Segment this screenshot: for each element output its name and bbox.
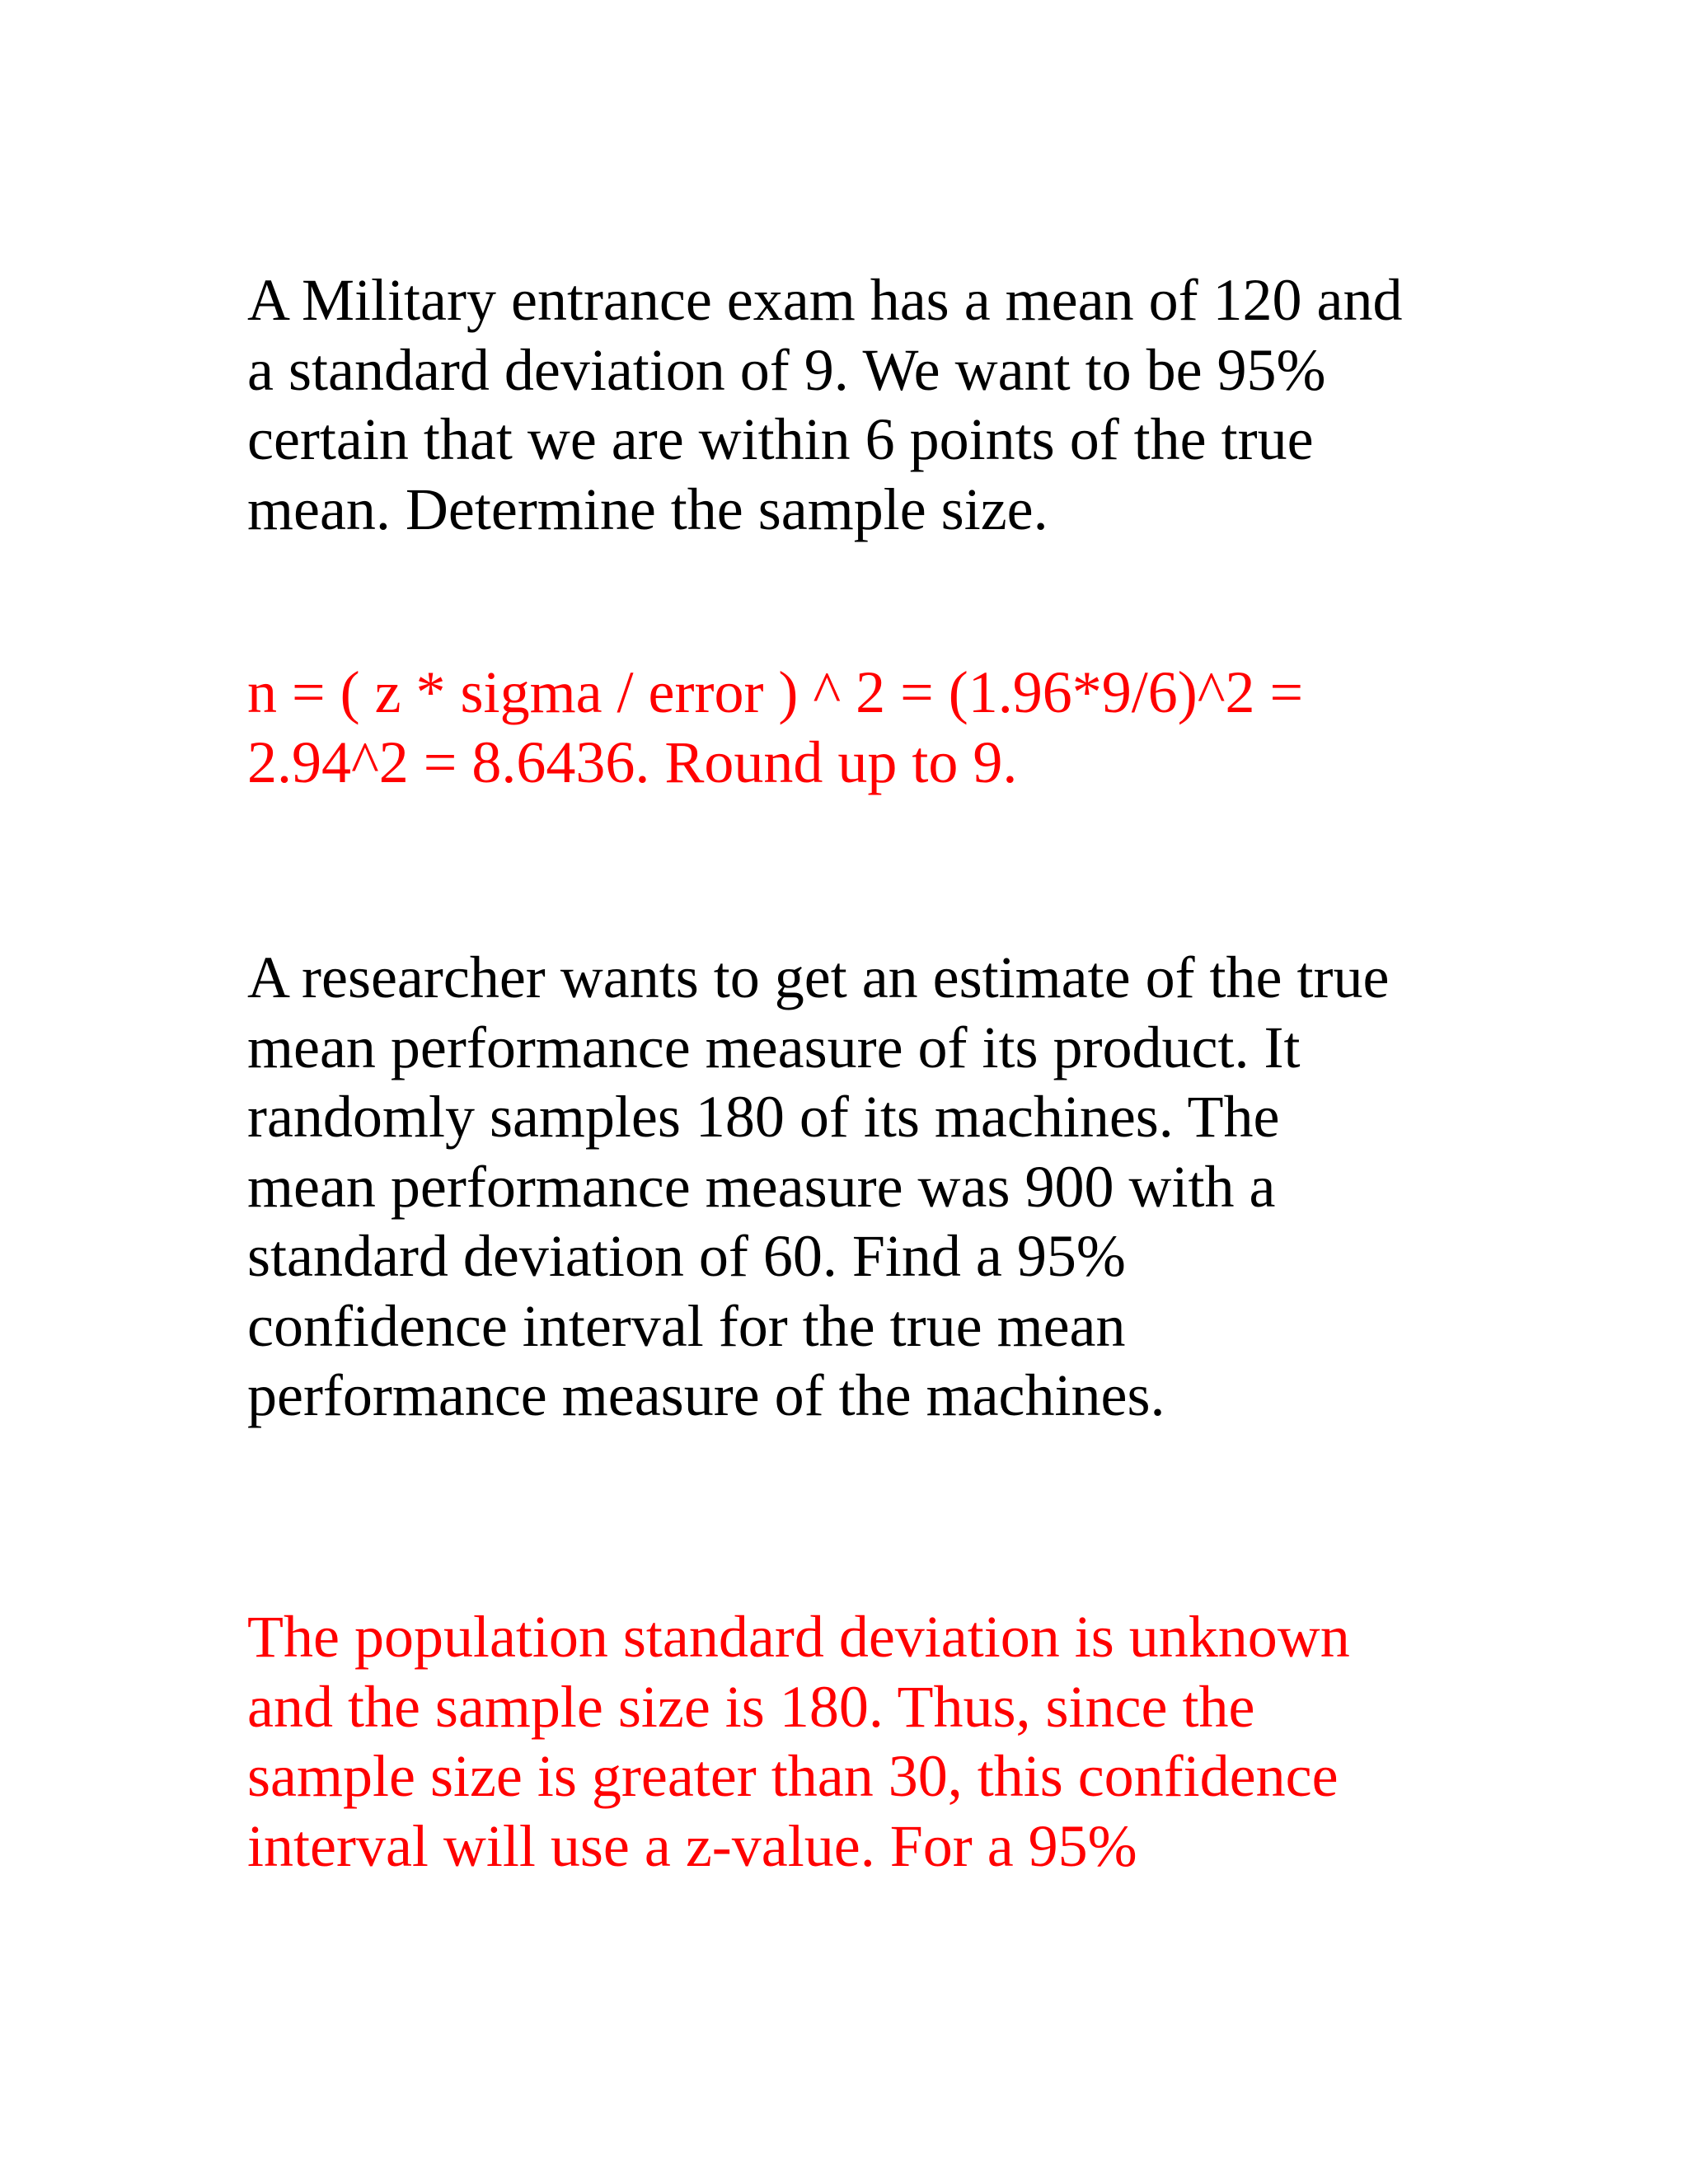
answer-2-text: [247, 1602, 1533, 1881]
answer-1-line: 2.94^2 = 8.6436. Round up to 9.: [247, 729, 1018, 795]
answer-1-line: n = ( z * sigma / error ) ^ 2 = (1.96*9/6)^2 =: [247, 659, 1304, 725]
problem-2-line: randomly samples 180 of its machines. The: [247, 1084, 1280, 1150]
problem-2-line: confidence interval for the true mean: [247, 1292, 1126, 1359]
problem-2-line: mean performance measure was 900 with a: [247, 1153, 1276, 1220]
answer-1-text: [247, 658, 1533, 797]
problem-2-line: mean performance measure of its product. It: [247, 1014, 1301, 1080]
problem-1-line: A Military entrance exam has a mean of 120 and: [247, 267, 1403, 333]
problem-2-line: performance measure of the machines.: [247, 1362, 1165, 1428]
problem-1-line: mean. Determine the sample size.: [247, 476, 1048, 542]
answer-2-line: sample size is greater than 30, this confidence: [247, 1743, 1339, 1809]
answer-2-line: interval will use a z-value. For a 95%: [247, 1812, 1137, 1879]
problem-2-text: [247, 943, 1533, 1431]
problem-1-line: certain that we are within 6 points of the true: [247, 406, 1314, 472]
answer-2-line: and the sample size is 180. Thus, since the: [247, 1673, 1255, 1740]
problem-1-line: a standard deviation of 9. We want to be 95%: [247, 336, 1326, 403]
problem-1-text: [247, 265, 1533, 544]
problem-2-line: standard deviation of 60. Find a 95%: [247, 1223, 1126, 1289]
problem-2-line: A researcher wants to get an estimate of the true: [247, 944, 1390, 1010]
answer-2-line: The population standard deviation is unknown: [247, 1604, 1350, 1670]
